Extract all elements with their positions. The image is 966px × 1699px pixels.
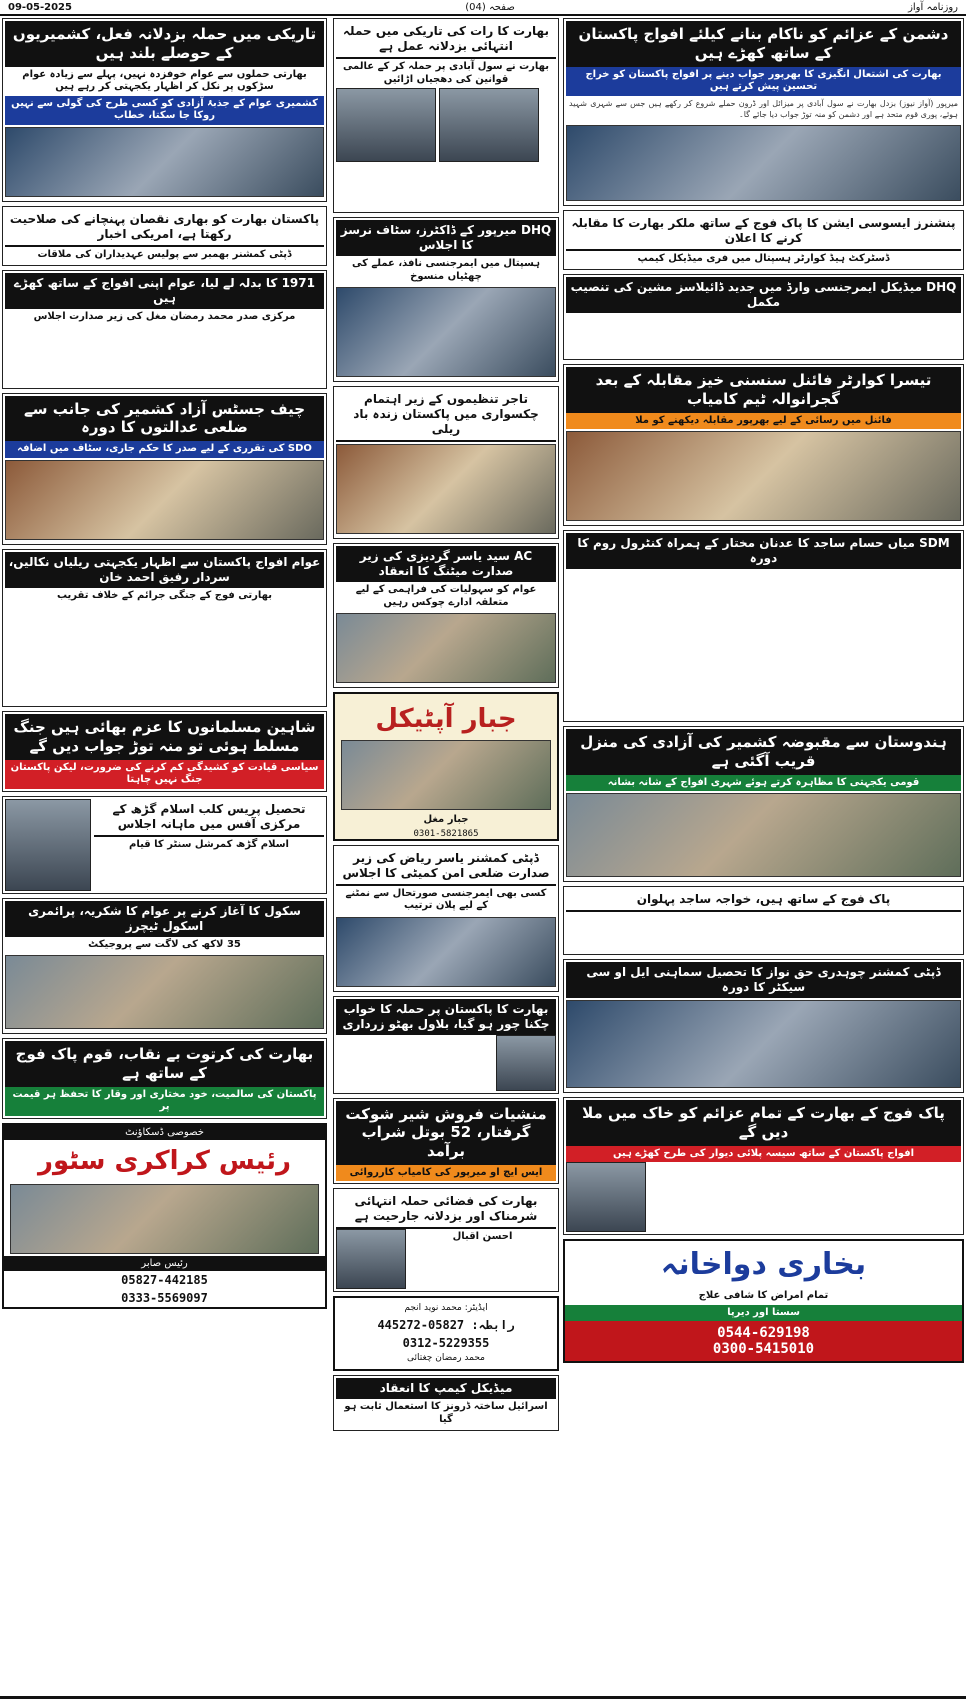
mid-story-1-sub: بھارت نے سول آبادی پر حملہ کر کے عالمی قوانین کی دھجیاں اڑائیں bbox=[342, 61, 550, 85]
mid-story-3-headline: تاجر تنظیموں کے زیر اہتمام چکسواری میں پاکستان زندہ باد ریلی bbox=[336, 389, 556, 442]
left-story-2-headline: پاکستان بھارت کو بھاری نقصان پہنچانے کی صلاحیت رکھتا ہے، امریکی اخبار bbox=[5, 209, 324, 247]
clinic-ad-title: بخاری دواخانہ bbox=[660, 1247, 867, 1283]
crockery-ad-owner: رئیس صابر bbox=[4, 1256, 325, 1271]
left-story-4-headline: چیف جسٹس آزاد کشمیر کی جانب سے ضلعی عدالتوں کا دورہ bbox=[5, 396, 324, 442]
right-story-9-portrait bbox=[566, 1162, 646, 1232]
left-lead-story bbox=[2, 18, 327, 202]
right-column bbox=[563, 18, 964, 1367]
chief-editor-name: محمد رمضان چغتائی bbox=[407, 1352, 485, 1363]
right-lead-photo bbox=[566, 125, 961, 201]
left-lead-strap-2: کشمیری عوام کے جذبۂ آزادی کو کسی طرح کی گولی سے نہیں روکا جا سکتا، خطاب bbox=[5, 96, 324, 125]
mid-story-2-photo bbox=[336, 287, 556, 377]
mid-story-5-sub: کسی بھی ایمرجنسی صورتحال سے نمٹنے کے لیے پلان ترتیب bbox=[345, 887, 547, 911]
right-story-3 bbox=[563, 274, 964, 360]
crockery-ad-phone-2: 0333-5569097 bbox=[121, 1290, 208, 1305]
left-story-4 bbox=[2, 393, 327, 545]
left-story-3-body bbox=[5, 326, 324, 386]
left-story-5-sub: بھارتی فوج کے جنگی جرائم کے خلاف تقریب bbox=[56, 589, 273, 601]
left-story-2 bbox=[2, 206, 327, 267]
left-lead-strap: بھارتی حملوں سے عوام خوفزدہ نہیں، پہلے سے زیادہ عوام سڑکوں پر نکل کر اظہار یکجہتی کر رہے ہیں bbox=[22, 68, 307, 92]
mid-story-1-portrait-b bbox=[439, 88, 539, 162]
right-story-4-photo bbox=[566, 431, 961, 521]
left-story-9-headline: بھارت کی کرتوت بے نقاب، قوم پاک فوج کے ساتھ ہے bbox=[5, 1041, 324, 1087]
right-story-2 bbox=[563, 210, 964, 271]
mid-story-1 bbox=[333, 18, 559, 213]
mid-story-3 bbox=[333, 386, 559, 539]
optics-ad-title: جبار آپٹیکل bbox=[375, 704, 517, 734]
left-story-3-sub: مرکزی صدر محمد رمضان مغل کی زیر صدارت اجلاس bbox=[33, 311, 296, 322]
left-story-7 bbox=[2, 796, 327, 894]
mid-story-6-body bbox=[336, 1035, 493, 1091]
right-story-7-headline: پاک فوج کے ساتھ ہیں، خواجہ ساجد پہلوان bbox=[566, 889, 961, 912]
left-lead-headline: تاریکی میں حملہ بزدلانہ فعل، کشمیریوں کے حوصلے بلند ہیں bbox=[5, 21, 324, 67]
mid-story-2-sub: ہسپتال میں ایمرجنسی نافذ، عملے کی چھٹیاں منسوخ bbox=[351, 258, 541, 282]
left-story-4-photo bbox=[5, 460, 324, 540]
right-story-8-headline: ڈپٹی کمشنر چوہدری حق نواز کا تحصیل سماہنی ایل او سی سیکٹر کا دورہ bbox=[566, 962, 961, 998]
page-number: صفحہ (04) bbox=[465, 1, 515, 13]
left-story-8-photo bbox=[5, 955, 324, 1029]
issue-date: 09-05-2025 bbox=[8, 1, 72, 13]
clinic-ad-sub: تمام امراض کا شافی علاج bbox=[698, 1290, 829, 1302]
left-story-3 bbox=[2, 270, 327, 389]
crockery-ad-image bbox=[10, 1184, 319, 1254]
mid-story-8 bbox=[333, 1188, 559, 1292]
right-story-4 bbox=[563, 364, 964, 526]
left-story-9 bbox=[2, 1038, 327, 1119]
left-story-2-sub: ڈپٹی کمشنر بھمبر سے پولیس عہدیداران کی ملاقات bbox=[37, 248, 292, 260]
clinic-ad-phone-2: 0300-5415010 bbox=[712, 1341, 815, 1358]
mid-story-4-sub: عوام کو سہولیات کی فراہمی کے لیے متعلقہ ادارے چوکس رہیں bbox=[355, 584, 537, 608]
right-lead-headline: دشمن کے عزائم کو ناکام بنانے کیلئے افواج پاکستان کے ساتھ کھڑے ہیں bbox=[566, 21, 961, 67]
crockery-ad-phone-1: 05827-442185 bbox=[121, 1272, 208, 1287]
right-lead-body: میرپور (آواز نیوز) بزدل بھارت نے سول آبادی پر میزائل اور ڈرون حملے شروع کر رکھے ہیں جس سے شہری شہید ہوئے، پوری قوم متحد ہے اور دشمن کو منہ توڑ جواب دیا جائے گا۔ bbox=[569, 98, 958, 120]
right-story-5-headline: SDM میاں حسام ساجد کا عدنان مختار کے ہمراہ کنٹرول روم کا دورہ bbox=[566, 533, 961, 569]
mid-story-3-photo bbox=[336, 444, 556, 534]
right-story-8 bbox=[563, 959, 964, 1093]
left-story-9-strap: پاکستان کی سالمیت، خود مختاری اور وقار کا تحفظ ہر قیمت پر bbox=[5, 1087, 324, 1116]
right-story-6-photo bbox=[566, 793, 961, 877]
mid-story-2 bbox=[333, 217, 559, 382]
right-story-9-strap: افواج پاکستان کے ساتھ سیسہ پلائی دیوار کی طرح کھڑے ہیں bbox=[566, 1146, 961, 1163]
right-story-7-body bbox=[566, 912, 961, 952]
right-story-6-strap: قومی یکجہتی کا مظاہرہ کرتے ہوئے شہری افواج کے شانہ بشانہ bbox=[566, 775, 961, 792]
right-story-4-headline: تیسرا کوارٹر فائنل سنسنی خیز مقابلہ کے بعد گجرانوالہ ٹیم کامیاب bbox=[566, 367, 961, 413]
mid-story-2-headline: DHQ میرپور کے ڈاکٹرز، سٹاف نرسز کا اجلاس bbox=[336, 220, 556, 256]
right-story-5-body bbox=[566, 569, 961, 719]
left-story-6 bbox=[2, 711, 327, 792]
mid-story-1-body bbox=[336, 162, 556, 210]
left-story-3-headline: 1971 کا بدلہ لے لیا، عوام اپنی افواج کے ساتھ کھڑے ہیں bbox=[5, 273, 324, 309]
mid-story-4-photo bbox=[336, 613, 556, 683]
editor-phone-1: رابطہ: 05827-445272 bbox=[377, 1317, 515, 1332]
right-story-6-headline: ہندوستان سے مقبوضہ کشمیر کی آزادی کی منزل قریب آگئی ہے bbox=[566, 729, 961, 775]
clinic-ad-tag: سستا اور دیرپا bbox=[565, 1305, 962, 1322]
crockery-ad-title: رئیس کراکری سٹور bbox=[38, 1145, 291, 1176]
left-column bbox=[2, 18, 327, 1313]
left-story-5 bbox=[2, 549, 327, 708]
right-story-9-body bbox=[649, 1162, 961, 1232]
mid-story-5-photo bbox=[336, 917, 556, 987]
editor-name: ایڈیٹر: محمد نوید انجم bbox=[404, 1303, 488, 1314]
mid-story-6-headline: بھارت کا پاکستان پر حملہ کا خواب چکنا چور ہو گیا، بلاول بھٹو زرداری bbox=[336, 999, 556, 1035]
mid-story-4-headline: AC سید یاسر گردیزی کی زیر صدارت میٹنگ کا انعقاد bbox=[336, 546, 556, 582]
mid-story-7 bbox=[333, 1098, 559, 1185]
crockery-store-ad bbox=[2, 1123, 327, 1309]
left-story-5-headline: عوام افواج پاکستان سے اظہار یکجہتی ریلیاں نکالیں، سردار رفیق احمد خان bbox=[5, 552, 324, 588]
left-story-5-body bbox=[5, 604, 324, 704]
mid-story-6-portrait bbox=[496, 1035, 556, 1091]
right-lead-strap: بھارت کی اشتعال انگیزی کا بھرپور جواب دینے پر افواج پاکستان کو خراج تحسین پیش کرتے ہیں bbox=[566, 67, 961, 96]
masthead bbox=[0, 0, 966, 16]
left-story-8-headline: سکول کا آغاز کرنے پر عوام کا شکریہ، پرائمری اسکول ٹیچرز bbox=[5, 901, 324, 937]
right-story-9 bbox=[563, 1097, 964, 1235]
left-story-6-headline: شاہین مسلمانوں کا عزم بھائی ہیں جنگ مسلط ہوئی تو منہ توڑ جواب دیں گے bbox=[5, 714, 324, 760]
left-story-8 bbox=[2, 898, 327, 1035]
mid-story-7-headline: منشیات فروش شیر شوکت گرفتار، 52 بوتل شراب برآمد bbox=[336, 1101, 556, 1165]
mid-story-9-sub: اسرائیل ساختہ ڈرونز کا استعمال ثابت ہو گیا bbox=[344, 1401, 548, 1425]
right-story-5 bbox=[563, 530, 964, 722]
left-story-7-portrait bbox=[5, 799, 91, 891]
left-story-7-headline: تحصیل پریس کلب اسلام گڑھ کے مرکزی آفس میں ماہانہ اجلاس bbox=[94, 799, 324, 837]
optics-ad-owner: جبار مغل bbox=[423, 814, 469, 825]
paper-name: روزنامہ آواز bbox=[908, 1, 958, 13]
right-lead-story bbox=[563, 18, 964, 206]
right-story-9-headline: پاک فوج کے بھارت کے تمام عزائم کو خاک میں ملا دیں گے bbox=[566, 1100, 961, 1146]
left-story-8-sub: 35 لاکھ کی لاگت سے پروجیکٹ bbox=[88, 938, 241, 950]
editor-contact-box bbox=[333, 1296, 559, 1371]
left-story-7-sub: اسلام گڑھ کمرشل سنٹر کا قیام bbox=[128, 838, 289, 850]
mid-story-5-headline: ڈپٹی کمشنر یاسر ریاض کی زیر صدارت ضلعی امن کمیٹی کا اجلاس bbox=[336, 848, 556, 886]
left-story-4-strap: SDO کی تقرری کے لیے صدر کا حکم جاری، سٹاف میں اضافہ bbox=[5, 441, 324, 458]
mid-story-5 bbox=[333, 845, 559, 992]
editor-phone-2: 0312-5229355 bbox=[402, 1335, 490, 1350]
left-lead-photo bbox=[5, 127, 324, 197]
clinic-ad-phone-1: 0544-629198 bbox=[717, 1325, 810, 1342]
clinic-ad-phones bbox=[565, 1321, 962, 1361]
mid-story-8-portrait bbox=[336, 1229, 406, 1289]
right-story-3-body bbox=[566, 313, 961, 357]
right-story-7 bbox=[563, 886, 964, 955]
right-story-2-sub: ڈسٹرکٹ ہیڈ کوارٹر ہسپتال میں فری میڈیکل کیمپ bbox=[637, 252, 890, 264]
mid-story-1-headline: بھارت کا رات کی تاریکی میں حملہ انتہائی بزدلانہ عمل ہے bbox=[336, 21, 556, 59]
mid-story-7-strap: ایس ایچ او میرپور کی کامیاب کارروائی bbox=[336, 1165, 556, 1182]
clinic-ad bbox=[563, 1239, 964, 1363]
mid-story-8-byline: احسن اقبال bbox=[452, 1231, 513, 1243]
left-story-6-strap: سیاسی قیادت کو کشیدگی کم کرنے کی ضرورت، لیکن پاکستان جنگ نہیں چاہتا bbox=[5, 760, 324, 789]
mid-story-6 bbox=[333, 996, 559, 1094]
optics-ad-image bbox=[341, 740, 551, 810]
mid-story-4 bbox=[333, 543, 559, 688]
mid-story-1-portrait-a bbox=[336, 88, 436, 162]
right-story-8-photo bbox=[566, 1000, 961, 1088]
optics-ad bbox=[333, 692, 559, 841]
mid-story-9-headline: میڈیکل کیمپ کا انعقاد bbox=[336, 1378, 556, 1399]
mid-story-8-headline: بھارت کی فضائی حملہ انتہائی شرمناک اور بزدلانہ جارحیت ہے bbox=[336, 1191, 556, 1229]
middle-column bbox=[333, 18, 559, 1435]
right-story-3-headline: DHQ میڈیکل ایمرجنسی وارڈ میں جدید ڈائیلاسز مشین کی تنصیب مکمل bbox=[566, 277, 961, 313]
optics-ad-phone: 0301-5821865 bbox=[413, 828, 479, 839]
crockery-ad-badge: خصوصی ڈسکاؤنٹ bbox=[4, 1125, 325, 1140]
mid-story-9 bbox=[333, 1375, 559, 1431]
right-story-4-strap: فائنل میں رسائی کے لیے بھرپور مقابلہ دیکھنے کو ملا bbox=[566, 413, 961, 430]
right-story-6 bbox=[563, 726, 964, 882]
right-story-2-headline: پنشنرز ایسوسی ایشن کا پاک فوج کے ساتھ ملکر بھارت کا مقابلہ کرنے کا اعلان bbox=[566, 213, 961, 251]
